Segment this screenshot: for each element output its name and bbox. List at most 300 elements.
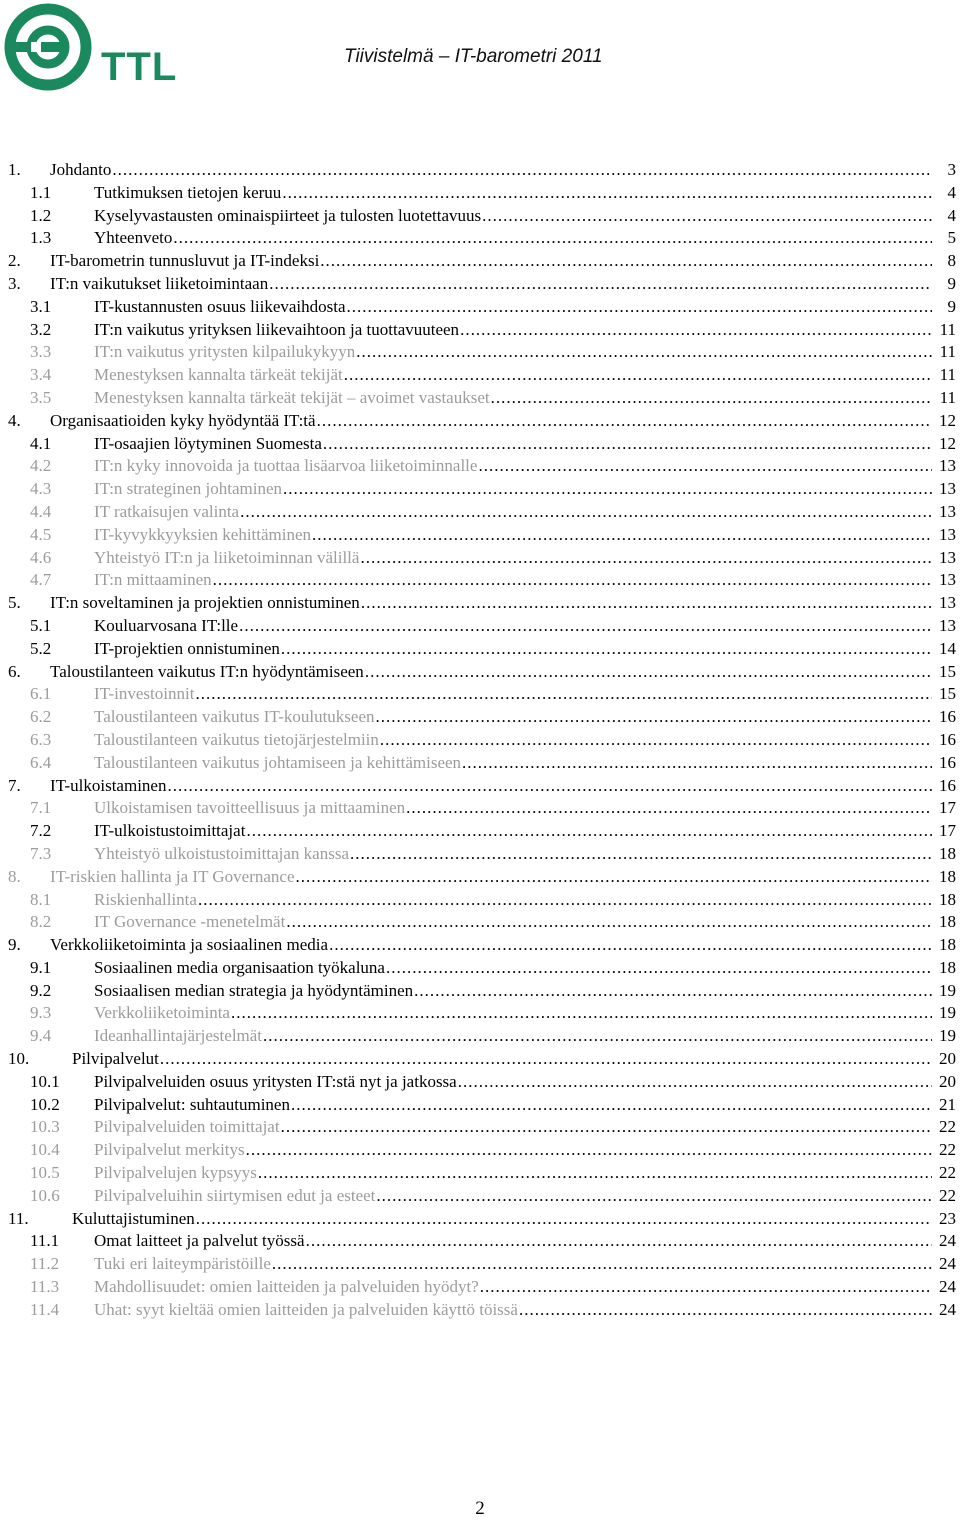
toc-dot-leader — [323, 433, 932, 456]
toc-entry-number: 10.3 — [30, 1117, 60, 1137]
toc-entry[interactable] — [0, 957, 960, 980]
toc-entry-title[interactable]: IT-projektien onnistuminen — [94, 638, 280, 658]
toc-entry-page: 19 — [939, 1003, 956, 1023]
toc-dot-leader — [344, 364, 932, 387]
toc-entry-page: 24 — [939, 1254, 956, 1274]
toc-entry-title-wrap — [94, 1116, 932, 1139]
toc-entry-title[interactable]: Verkkoliiketoiminta ja sosiaalinen media — [50, 935, 329, 955]
toc-entry-page: 11 — [939, 387, 956, 407]
toc-entry-title-wrap — [94, 638, 932, 661]
toc-dot-leader — [460, 319, 932, 342]
toc-entry-number: 9.3 — [30, 1003, 52, 1023]
toc-entry-title[interactable]: Uhat: syyt kieltää omien laitteiden ja palveluiden käyttö töissä — [94, 1299, 518, 1319]
toc-dot-leader — [306, 1230, 932, 1253]
toc-entry-title[interactable]: IT:n vaikutus yrityksen liikevaihtoon ja tuottavuuteen — [94, 319, 460, 339]
toc-entry-title-wrap — [94, 1025, 932, 1048]
toc-entry-number: 9. — [8, 935, 21, 955]
toc-dot-leader — [317, 410, 932, 433]
toc-entry-title[interactable]: Menestyksen kannalta tärkeät tekijät — [94, 365, 343, 385]
toc-entry-title-wrap — [50, 250, 932, 273]
toc-dot-leader — [231, 1002, 932, 1025]
toc-entry-title[interactable]: Yhteenveto — [94, 228, 173, 248]
toc-entry-title[interactable]: IT-riskien hallinta ja IT Governance — [50, 866, 295, 886]
toc-entry-number: 2. — [8, 251, 21, 271]
toc-entry[interactable] — [0, 250, 960, 273]
toc-entry-title[interactable]: Pilvipalvelut merkitys — [94, 1140, 245, 1160]
toc-entry[interactable] — [0, 911, 960, 934]
toc-entry-number: 8.1 — [30, 889, 52, 909]
toc-entry-number: 4.1 — [30, 433, 52, 453]
toc-dot-leader — [482, 205, 932, 228]
toc-entry-page: 12 — [939, 410, 956, 430]
toc-entry-page: 19 — [939, 1026, 956, 1046]
toc-entry-page: 8 — [947, 251, 956, 271]
toc-dot-leader — [458, 1071, 932, 1094]
toc-entry-page: 18 — [939, 866, 956, 886]
toc-entry-page: 11 — [939, 365, 956, 385]
toc-entry[interactable] — [0, 1276, 960, 1299]
toc-entry-number: 6.4 — [30, 752, 52, 772]
toc-dot-leader — [283, 478, 932, 501]
toc-entry-title-wrap — [50, 866, 932, 889]
toc-entry-page: 24 — [939, 1231, 956, 1251]
toc-entry-number: 11.3 — [30, 1277, 60, 1297]
toc-entry-number: 3.2 — [30, 319, 52, 339]
toc-entry-number: 10.2 — [30, 1094, 60, 1114]
toc-entry-title-wrap — [94, 820, 932, 843]
toc-entry[interactable] — [0, 661, 960, 684]
toc-entry[interactable] — [0, 410, 960, 433]
toc-entry-title[interactable]: IT:n strateginen johtaminen — [94, 479, 282, 499]
toc-entry[interactable] — [0, 455, 960, 478]
toc-entry[interactable] — [0, 387, 960, 410]
toc-entry-number: 4.4 — [30, 501, 52, 521]
toc-dot-leader — [213, 569, 932, 592]
toc-entry-page: 22 — [939, 1117, 956, 1137]
toc-dot-leader — [246, 820, 932, 843]
toc-entry[interactable] — [0, 205, 960, 228]
toc-entry-page: 24 — [939, 1299, 956, 1319]
toc-entry-number: 11. — [8, 1208, 29, 1228]
toc-entry-title-wrap — [94, 1139, 932, 1162]
toc-entry[interactable] — [0, 1162, 960, 1185]
toc-entry[interactable] — [0, 1208, 960, 1231]
toc-entry-title[interactable]: Taloustilanteen vaikutus IT-koulutukseen — [94, 707, 375, 727]
toc-entry-title[interactable]: Tutkimuksen tietojen keruu — [94, 182, 282, 202]
toc-dot-leader — [480, 1276, 932, 1299]
toc-entry-page: 13 — [939, 524, 956, 544]
toc-entry-title-wrap — [94, 296, 932, 319]
toc-entry-number: 10.1 — [30, 1071, 60, 1091]
toc-entry-page: 18 — [939, 843, 956, 863]
toc-entry-page: 13 — [939, 456, 956, 476]
toc-entry[interactable] — [0, 866, 960, 889]
toc-entry-title[interactable]: Johdanto — [50, 160, 112, 179]
toc-entry-number: 11.2 — [30, 1254, 60, 1274]
toc-entry-title-wrap — [94, 455, 932, 478]
toc-entry-page: 17 — [939, 821, 956, 841]
toc-entry[interactable] — [0, 569, 960, 592]
toc-entry-page: 5 — [947, 228, 956, 248]
toc-entry[interactable] — [0, 820, 960, 843]
toc-entry-title[interactable]: Pilvipalvelujen kypsyys — [94, 1163, 257, 1183]
toc-entry-title[interactable]: Kouluarvosana IT:lle — [94, 615, 239, 635]
toc-entry-title-wrap — [94, 1071, 932, 1094]
toc-entry-page: 13 — [939, 501, 956, 521]
toc-entry-title-wrap — [94, 729, 932, 752]
toc-entry[interactable] — [0, 615, 960, 638]
toc-entry-page: 11 — [939, 342, 956, 362]
toc-entry-number: 10.4 — [30, 1140, 60, 1160]
toc-entry-title-wrap — [94, 387, 932, 410]
table-of-contents — [0, 159, 960, 1322]
toc-dot-leader — [269, 273, 932, 296]
toc-dot-leader — [167, 775, 932, 798]
toc-entry-number: 7. — [8, 775, 21, 795]
toc-entry-title[interactable]: IT:n mittaaminen — [94, 570, 212, 590]
toc-entry-title[interactable]: IT Governance -menetelmät — [94, 912, 286, 932]
toc-entry-number: 1.3 — [30, 228, 52, 248]
toc-entry-title[interactable]: Taloustilanteen vaikutus johtamiseen ja kehittämiseen — [94, 752, 462, 772]
toc-entry-title[interactable]: IT-ulkoistustoimittajat — [94, 821, 246, 841]
toc-entry-number: 4.6 — [30, 547, 52, 567]
toc-entry-title-wrap — [94, 478, 932, 501]
toc-dot-leader — [478, 455, 932, 478]
toc-entry-title[interactable]: IT:n soveltaminen ja projektien onnistuminen — [50, 593, 360, 613]
toc-entry-number: 9.1 — [30, 957, 52, 977]
toc-dot-leader — [361, 592, 932, 615]
toc-dot-leader — [329, 934, 932, 957]
toc-entry[interactable] — [0, 775, 960, 798]
toc-entry-title-wrap — [50, 775, 932, 798]
logo-text: TTL — [101, 45, 178, 89]
toc-entry-number: 6.2 — [30, 707, 52, 727]
toc-entry[interactable] — [0, 1002, 960, 1025]
toc-entry-title-wrap — [94, 615, 932, 638]
toc-entry-title[interactable]: Sosiaalinen media organisaation työkaluna — [94, 957, 385, 977]
toc-entry-number: 5.1 — [30, 615, 52, 635]
toc-entry-number: 10.6 — [30, 1185, 60, 1205]
toc-entry-title[interactable]: Yhteistyö IT:n ja liiketoiminnan välillä — [94, 547, 360, 567]
toc-dot-leader — [281, 638, 932, 661]
toc-entry-title[interactable]: IT-ulkoistaminen — [50, 775, 167, 795]
toc-entry-page: 19 — [939, 980, 956, 1000]
toc-entry-number: 7.3 — [30, 843, 52, 863]
toc-dot-leader — [272, 1253, 932, 1276]
toc-entry-page: 3 — [947, 160, 956, 179]
toc-entry-title-wrap — [94, 843, 932, 866]
toc-entry-title-wrap — [94, 319, 932, 342]
toc-entry-title[interactable]: IT-investoinnit — [94, 684, 195, 704]
toc-dot-leader — [320, 250, 932, 273]
toc-dot-leader — [239, 615, 932, 638]
toc-dot-leader — [347, 296, 932, 319]
toc-entry-title-wrap — [50, 273, 932, 296]
toc-dot-leader — [195, 683, 932, 706]
toc-entry-page: 24 — [939, 1277, 956, 1297]
toc-entry-title[interactable]: Pilvipalveluihin siirtymisen edut ja esteet — [94, 1185, 376, 1205]
toc-dot-leader — [198, 889, 932, 912]
toc-entry-title-wrap — [94, 569, 932, 592]
toc-entry-title-wrap — [94, 341, 932, 364]
toc-entry[interactable] — [0, 843, 960, 866]
toc-entry-page: 18 — [939, 912, 956, 932]
toc-entry-number: 10. — [8, 1049, 30, 1069]
toc-entry-page: 18 — [939, 957, 956, 977]
toc-entry-title-wrap — [94, 501, 932, 524]
toc-entry[interactable] — [0, 364, 960, 387]
toc-entry-page: 9 — [947, 273, 956, 293]
toc-entry-title-wrap — [94, 1230, 932, 1253]
toc-entry-title[interactable]: Verkkoliiketoiminta — [94, 1003, 230, 1023]
toc-entry[interactable] — [0, 1253, 960, 1276]
toc-entry[interactable] — [0, 638, 960, 661]
toc-dot-leader — [173, 227, 932, 250]
toc-entry-title[interactable]: IT:n kyky innovoida ja tuottaa lisäarvoa liiketoiminnalle — [94, 456, 478, 476]
toc-dot-leader — [350, 843, 932, 866]
toc-entry-page: 17 — [939, 798, 956, 818]
toc-entry-title-wrap — [50, 159, 932, 182]
toc-entry[interactable] — [0, 1071, 960, 1094]
toc-entry[interactable] — [0, 889, 960, 912]
toc-entry-title-wrap — [94, 1002, 932, 1025]
toc-entry[interactable] — [0, 752, 960, 775]
toc-entry-number: 11.4 — [30, 1299, 60, 1319]
toc-entry-title[interactable]: Pilvipalvelut — [72, 1049, 159, 1069]
toc-entry-page: 13 — [939, 479, 956, 499]
toc-entry-title-wrap — [94, 911, 932, 934]
toc-entry-number: 4.7 — [30, 570, 52, 590]
toc-entry-title-wrap — [94, 433, 932, 456]
toc-entry-page: 16 — [939, 775, 956, 795]
toc-entry-number: 9.4 — [30, 1026, 52, 1046]
toc-entry-title[interactable]: Pilvipalveluiden toimittajat — [94, 1117, 280, 1137]
toc-entry-page: 20 — [939, 1049, 956, 1069]
toc-entry-number: 11.1 — [30, 1231, 60, 1251]
toc-entry-number: 6.3 — [30, 729, 52, 749]
toc-entry-page: 23 — [939, 1208, 956, 1228]
toc-entry-title-wrap — [94, 364, 932, 387]
toc-dot-leader — [286, 911, 932, 934]
toc-entry-page: 13 — [939, 593, 956, 613]
toc-entry-title[interactable]: IT:n vaikutukset liiketoimintaan — [50, 273, 269, 293]
toc-dot-leader — [462, 752, 932, 775]
toc-entry[interactable] — [0, 1230, 960, 1253]
toc-entry[interactable] — [0, 319, 960, 342]
toc-entry-title[interactable]: Pilvipalvelut: suhtautuminen — [94, 1094, 290, 1114]
toc-entry-title-wrap — [94, 980, 932, 1003]
toc-dot-leader — [291, 1094, 932, 1117]
toc-entry[interactable] — [0, 592, 960, 615]
toc-entry-title-wrap — [94, 1162, 932, 1185]
toc-entry[interactable] — [0, 433, 960, 456]
toc-entry-title[interactable]: Yhteistyö ulkoistustoimittajan kanssa — [94, 843, 349, 863]
toc-entry-page: 13 — [939, 570, 956, 590]
toc-entry[interactable] — [0, 934, 960, 957]
toc-entry-number: 3.3 — [30, 342, 52, 362]
toc-entry-title[interactable]: Ideanhallintajärjestelmät — [94, 1026, 263, 1046]
toc-entry-page: 22 — [939, 1163, 956, 1183]
toc-entry-title-wrap — [94, 797, 932, 820]
toc-entry-title-wrap — [94, 957, 932, 980]
toc-entry-page: 16 — [939, 752, 956, 772]
toc-dot-leader — [365, 661, 932, 684]
toc-entry[interactable] — [0, 341, 960, 364]
toc-dot-leader — [296, 866, 932, 889]
toc-entry[interactable] — [0, 227, 960, 250]
toc-entry-title-wrap — [94, 706, 932, 729]
toc-entry-title-wrap — [50, 934, 932, 957]
toc-dot-leader — [491, 387, 932, 410]
toc-entry-page: 18 — [939, 935, 956, 955]
page-number: 2 — [475, 1498, 485, 1519]
toc-entry-page: 14 — [939, 638, 956, 658]
toc-entry-page: 4 — [947, 205, 956, 225]
toc-entry[interactable] — [0, 1048, 960, 1071]
toc-entry-page: 13 — [939, 547, 956, 567]
toc-entry-page: 15 — [939, 661, 956, 681]
toc-entry-number: 5.2 — [30, 638, 52, 658]
toc-entry-number: 8.2 — [30, 912, 52, 932]
toc-entry-title[interactable]: Mahdollisuudet: omien laitteiden ja palveluiden hyödyt? — [94, 1277, 479, 1297]
toc-entry-number: 3.4 — [30, 365, 52, 385]
toc-entry-number: 7.2 — [30, 821, 52, 841]
document-title: Tiivistelmä – IT-barometri 2011 — [344, 46, 603, 67]
toc-entry-title-wrap — [94, 889, 932, 912]
toc-entry-page: 13 — [939, 615, 956, 635]
toc-entry-number: 6. — [8, 661, 21, 681]
toc-entry-title-wrap — [50, 661, 932, 684]
toc-entry[interactable] — [0, 273, 960, 296]
toc-entry[interactable] — [0, 1185, 960, 1208]
toc-entry-title[interactable]: Omat laitteet ja palvelut työssä — [94, 1231, 305, 1251]
toc-entry-title[interactable]: Organisaatioiden kyky hyödyntää IT:tä — [50, 410, 316, 430]
toc-dot-leader — [263, 1025, 932, 1048]
toc-entry-page: 22 — [939, 1185, 956, 1205]
toc-entry-title[interactable]: Sosiaalisen median strategia ja hyödyntäminen — [94, 980, 414, 1000]
toc-dot-leader — [376, 1185, 932, 1208]
toc-entry-number: 3.5 — [30, 387, 52, 407]
toc-entry-number: 1.2 — [30, 205, 52, 225]
toc-entry-page: 16 — [939, 707, 956, 727]
toc-entry-title-wrap — [94, 1185, 932, 1208]
toc-dot-leader — [312, 524, 932, 547]
toc-entry[interactable] — [0, 547, 960, 570]
toc-entry-title-wrap — [94, 227, 932, 250]
toc-entry[interactable] — [0, 706, 960, 729]
toc-entry-title-wrap — [94, 1094, 932, 1117]
toc-entry-title-wrap — [50, 592, 932, 615]
toc-dot-leader — [258, 1162, 932, 1185]
toc-entry[interactable] — [0, 683, 960, 706]
toc-dot-leader — [240, 501, 932, 524]
toc-entry[interactable] — [0, 159, 960, 182]
toc-entry[interactable] — [0, 524, 960, 547]
toc-entry-page: 9 — [947, 296, 956, 316]
toc-entry-title[interactable]: Pilvipalveluiden osuus yritysten IT:stä nyt ja jatkossa — [94, 1071, 457, 1091]
toc-entry[interactable] — [0, 478, 960, 501]
toc-entry-title[interactable]: Taloustilanteen vaikutus tietojärjestelmiin — [94, 729, 379, 749]
toc-entry-title[interactable]: Taloustilanteen vaikutus IT:n hyödyntämiseen — [50, 661, 364, 681]
ttl-logo-icon — [4, 2, 184, 94]
toc-entry-number: 5. — [8, 593, 21, 613]
toc-entry-number: 7.1 — [30, 798, 52, 818]
toc-entry-title-wrap — [94, 683, 932, 706]
toc-dot-leader — [196, 1208, 932, 1231]
toc-entry[interactable] — [0, 1094, 960, 1117]
toc-entry-number: 4.2 — [30, 456, 52, 476]
toc-dot-leader — [160, 1048, 932, 1071]
toc-entry[interactable] — [0, 980, 960, 1003]
toc-entry-number: 1.1 — [30, 182, 52, 202]
toc-entry[interactable] — [0, 797, 960, 820]
toc-dot-leader — [112, 159, 932, 182]
toc-entry-title-wrap — [94, 524, 932, 547]
toc-entry-title-wrap — [94, 205, 932, 228]
toc-entry[interactable] — [0, 729, 960, 752]
toc-dot-leader — [414, 980, 932, 1003]
toc-entry-title-wrap — [94, 1299, 932, 1322]
toc-entry-title[interactable]: IT:n vaikutus yritysten kilpailukykyyn — [94, 342, 356, 362]
toc-dot-leader — [356, 341, 932, 364]
toc-entry-title[interactable]: IT-barometrin tunnusluvut ja IT-indeksi — [50, 251, 320, 271]
toc-entry-title-wrap — [94, 1276, 932, 1299]
toc-entry-page: 21 — [939, 1094, 956, 1114]
toc-entry[interactable] — [0, 1299, 960, 1322]
page-header — [0, 0, 960, 110]
toc-entry-title[interactable]: Kuluttajistuminen — [72, 1208, 195, 1228]
toc-entry-number: 3.1 — [30, 296, 52, 316]
toc-entry-title[interactable]: Menestyksen kannalta tärkeät tekijät – avoimet vastaukset — [94, 387, 490, 407]
toc-entry[interactable] — [0, 1025, 960, 1048]
toc-entry[interactable] — [0, 1139, 960, 1162]
toc-dot-leader — [380, 729, 932, 752]
toc-dot-leader — [246, 1139, 932, 1162]
toc-entry-number: 4. — [8, 410, 21, 430]
toc-entry-page: 12 — [939, 433, 956, 453]
toc-entry-title-wrap — [94, 547, 932, 570]
toc-entry-title[interactable]: IT ratkaisujen valinta — [94, 501, 240, 521]
toc-entry-title[interactable]: IT-kyvykkyyksien kehittäminen — [94, 524, 312, 544]
toc-entry[interactable] — [0, 296, 960, 319]
toc-entry-title[interactable]: IT-kustannusten osuus liikevaihdosta — [94, 296, 346, 316]
toc-dot-leader — [281, 1116, 932, 1139]
toc-entry-number: 6.1 — [30, 684, 52, 704]
toc-dot-leader — [386, 957, 932, 980]
toc-entry[interactable] — [0, 182, 960, 205]
toc-entry-page: 11 — [939, 319, 956, 339]
toc-entry-title-wrap — [50, 410, 932, 433]
toc-entry-page: 16 — [939, 729, 956, 749]
toc-entry-title-wrap — [94, 752, 932, 775]
toc-entry[interactable] — [0, 1116, 960, 1139]
toc-entry-page: 22 — [939, 1140, 956, 1160]
toc-entry-number: 8. — [8, 866, 21, 886]
toc-dot-leader — [360, 547, 932, 570]
toc-dot-leader — [519, 1299, 932, 1322]
toc-entry-page: 20 — [939, 1071, 956, 1091]
toc-entry-title[interactable]: Kyselyvastausten ominaispiirteet ja tulosten luotettavuus — [94, 205, 482, 225]
toc-entry-title[interactable]: Ulkoistamisen tavoitteellisuus ja mittaaminen — [94, 798, 406, 818]
toc-dot-leader — [282, 182, 932, 205]
toc-entry-title-wrap — [72, 1048, 932, 1071]
toc-entry-title-wrap — [94, 1253, 932, 1276]
toc-entry-title[interactable]: IT-osaajien löytyminen Suomesta — [94, 433, 322, 453]
toc-entry-title[interactable]: Tuki eri laiteympäristöille — [94, 1254, 271, 1274]
toc-entry-title[interactable]: Riskienhallinta — [94, 889, 197, 909]
toc-entry[interactable] — [0, 501, 960, 524]
toc-entry-page: 4 — [947, 182, 956, 202]
